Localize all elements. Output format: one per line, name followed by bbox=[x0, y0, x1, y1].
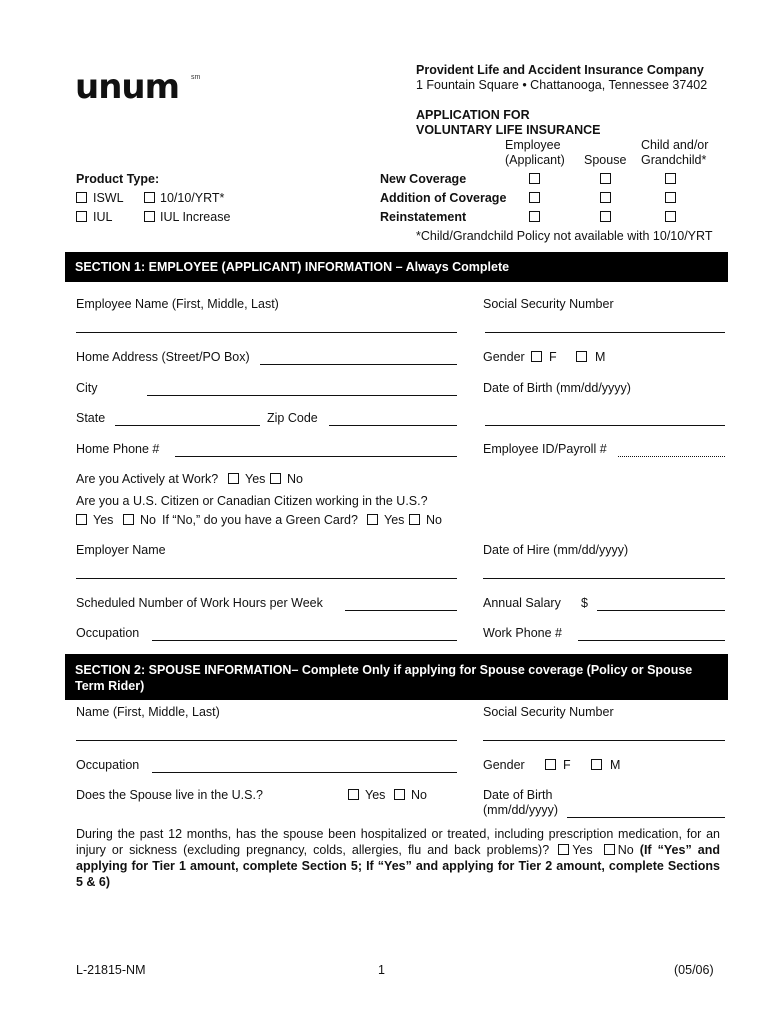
dob-field[interactable] bbox=[485, 425, 725, 426]
home-address-field[interactable] bbox=[260, 364, 457, 365]
date-of-hire-field[interactable] bbox=[483, 578, 725, 579]
row-reinstatement: Reinstatement bbox=[380, 210, 467, 224]
checkbox-10-10-yrt[interactable] bbox=[144, 192, 155, 203]
checkbox-active-yes[interactable] bbox=[228, 473, 239, 484]
company-address: 1 Fountain Square • Chattanooga, Tennessee 37402 bbox=[416, 78, 708, 92]
spouse-gender-label: Gender bbox=[483, 758, 525, 772]
annual-salary-label: Annual Salary bbox=[483, 596, 561, 610]
checkbox-addition-spouse[interactable] bbox=[600, 192, 611, 203]
annual-salary-field[interactable] bbox=[597, 610, 725, 611]
col-child-header-2: Grandchild* bbox=[641, 153, 707, 167]
company-name: Provident Life and Accident Insurance Company bbox=[416, 63, 704, 77]
spouse-occupation-field[interactable] bbox=[152, 772, 457, 773]
section2-title-line2: Term Rider) bbox=[75, 679, 145, 693]
spouse-live-us-label: Does the Spouse live in the U.S.? bbox=[76, 788, 263, 802]
active-no-label: No bbox=[287, 472, 303, 486]
section1-header: SECTION 1: EMPLOYEE (APPLICANT) INFORMATION – Always Complete bbox=[65, 252, 728, 282]
option-iul-label: IUL bbox=[93, 210, 113, 224]
date-of-hire-label: Date of Hire (mm/dd/yyyy) bbox=[483, 543, 629, 557]
citizen-yes-label: Yes bbox=[93, 513, 114, 527]
employee-id-label: Employee ID/Payroll # bbox=[483, 442, 607, 456]
spouse-gender-f-label: F bbox=[563, 758, 571, 772]
gender-f-label: F bbox=[549, 350, 557, 364]
checkbox-addition-child[interactable] bbox=[665, 192, 676, 203]
citizen-no-label: No bbox=[140, 513, 156, 527]
col-employee-header-2: (Applicant) bbox=[505, 153, 565, 167]
home-address-label: Home Address (Street/PO Box) bbox=[76, 350, 250, 364]
dollar-sign: $ bbox=[581, 596, 588, 610]
unum-logo: unum bbox=[75, 67, 180, 107]
row-addition-of-coverage: Addition of Coverage bbox=[380, 191, 507, 205]
citizen-question: Are you a U.S. Citizen or Canadian Citizen working in the U.S.? bbox=[76, 494, 428, 508]
checkbox-spouse-gender-m[interactable] bbox=[591, 759, 602, 770]
hospitalization-question-text: During the past 12 months, has the spouse been hospitalized or treated, including prescription medication, for an injury or sickness (excluding pregnancy, colds, allergies, flu and back problems)? bbox=[76, 827, 720, 857]
occupation-label: Occupation bbox=[76, 626, 140, 640]
gender-m-label: M bbox=[595, 350, 606, 364]
state-field[interactable] bbox=[115, 425, 260, 426]
hospital-yes-label: Yes bbox=[572, 843, 593, 857]
spouse-name-label: Name (First, Middle, Last) bbox=[76, 705, 220, 719]
hospitalization-note: (If “Yes” and applying for Tier 1 amount, complete Section 5; If “Yes” and applying for Tier 2 amount, complete Sections 5 & 6) bbox=[76, 843, 720, 889]
employer-name-field[interactable] bbox=[76, 578, 457, 579]
application-title-line2: VOLUNTARY LIFE INSURANCE bbox=[416, 123, 601, 137]
checkbox-new-employee[interactable] bbox=[529, 173, 540, 184]
checkbox-reinstatement-spouse[interactable] bbox=[600, 211, 611, 222]
checkbox-green-card-yes[interactable] bbox=[367, 514, 378, 525]
city-label: City bbox=[76, 381, 98, 395]
gender-label: Gender bbox=[483, 350, 525, 364]
green-card-question: If “No,” do you have a Green Card? bbox=[162, 513, 358, 527]
green-card-no-label: No bbox=[426, 513, 442, 527]
checkbox-addition-employee[interactable] bbox=[529, 192, 540, 203]
ssn-field[interactable] bbox=[485, 332, 725, 333]
spouse-name-field[interactable] bbox=[76, 740, 457, 741]
spouse-ssn-field[interactable] bbox=[483, 740, 725, 741]
state-label: State bbox=[76, 411, 106, 425]
spouse-dob-field[interactable] bbox=[567, 817, 725, 818]
spouse-dob-label-1: Date of Birth bbox=[483, 788, 553, 802]
green-card-yes-label: Yes bbox=[384, 513, 405, 527]
option-iul-increase-label: IUL Increase bbox=[160, 210, 231, 224]
employee-name-field[interactable] bbox=[76, 332, 457, 333]
form-number: L-21815-NM bbox=[76, 963, 146, 977]
checkbox-reinstatement-employee[interactable] bbox=[529, 211, 540, 222]
employee-id-field[interactable] bbox=[618, 456, 725, 457]
live-us-yes-label: Yes bbox=[365, 788, 386, 802]
work-phone-field[interactable] bbox=[578, 640, 725, 641]
hospitalization-question bbox=[76, 826, 720, 890]
checkbox-green-card-no[interactable] bbox=[409, 514, 420, 525]
spouse-dob-label-2: (mm/dd/yyyy) bbox=[483, 803, 558, 817]
occupation-field[interactable] bbox=[152, 640, 457, 641]
checkbox-gender-f[interactable] bbox=[531, 351, 542, 362]
checkbox-active-no[interactable] bbox=[270, 473, 281, 484]
checkbox-new-child[interactable] bbox=[665, 173, 676, 184]
zip-field[interactable] bbox=[329, 425, 457, 426]
col-child-header-1: Child and/or bbox=[641, 138, 709, 152]
checkbox-iul-increase[interactable] bbox=[144, 211, 155, 222]
product-type-label: Product Type: bbox=[76, 172, 160, 186]
work-hours-field[interactable] bbox=[345, 610, 457, 611]
service-mark: sm bbox=[191, 74, 201, 81]
work-hours-label: Scheduled Number of Work Hours per Week bbox=[76, 596, 323, 610]
dob-label: Date of Birth (mm/dd/yyyy) bbox=[483, 381, 631, 395]
page-number: 1 bbox=[378, 963, 385, 977]
spouse-occupation-label: Occupation bbox=[76, 758, 140, 772]
home-phone-label: Home Phone # bbox=[76, 442, 160, 456]
checkbox-gender-m[interactable] bbox=[576, 351, 587, 362]
actively-at-work-label: Are you Actively at Work? bbox=[76, 472, 219, 486]
application-title-line1: APPLICATION FOR bbox=[416, 108, 530, 122]
option-iswl-label: ISWL bbox=[93, 191, 124, 205]
form-date: (05/06) bbox=[674, 963, 714, 977]
checkbox-iul[interactable] bbox=[76, 211, 87, 222]
live-us-no-label: No bbox=[411, 788, 427, 802]
city-field[interactable] bbox=[147, 395, 457, 396]
spouse-gender-m-label: M bbox=[610, 758, 621, 772]
work-phone-label: Work Phone # bbox=[483, 626, 562, 640]
col-spouse-header: Spouse bbox=[584, 153, 627, 167]
coverage-footnote: *Child/Grandchild Policy not available with 10/10/YRT bbox=[416, 229, 713, 243]
employer-name-label: Employer Name bbox=[76, 543, 166, 557]
checkbox-citizen-no[interactable] bbox=[123, 514, 134, 525]
checkbox-citizen-yes[interactable] bbox=[76, 514, 87, 525]
option-10-10-yrt-label: 10/10/YRT* bbox=[160, 191, 225, 205]
checkbox-iswl[interactable] bbox=[76, 192, 87, 203]
checkbox-new-spouse[interactable] bbox=[600, 173, 611, 184]
home-phone-field[interactable] bbox=[175, 456, 457, 457]
checkbox-live-us-yes[interactable] bbox=[348, 789, 359, 800]
section2-title-line1: SECTION 2: SPOUSE INFORMATION– Complete Only if applying for Spouse coverage (Policy or Spouse bbox=[75, 663, 693, 677]
hospital-no-label: No bbox=[617, 843, 634, 857]
employee-name-label: Employee Name (First, Middle, Last) bbox=[76, 297, 279, 311]
row-new-coverage: New Coverage bbox=[380, 172, 467, 186]
zip-label: Zip Code bbox=[267, 411, 318, 425]
section2-header bbox=[65, 654, 728, 700]
col-employee-header-1: Employee bbox=[505, 138, 561, 152]
spouse-ssn-label: Social Security Number bbox=[483, 705, 614, 719]
checkbox-reinstatement-child[interactable] bbox=[665, 211, 676, 222]
active-yes-label: Yes bbox=[245, 472, 266, 486]
checkbox-hospital-yes[interactable] bbox=[558, 844, 569, 855]
checkbox-live-us-no[interactable] bbox=[394, 789, 405, 800]
checkbox-hospital-no[interactable] bbox=[604, 844, 615, 855]
ssn-label: Social Security Number bbox=[483, 297, 614, 311]
checkbox-spouse-gender-f[interactable] bbox=[545, 759, 556, 770]
